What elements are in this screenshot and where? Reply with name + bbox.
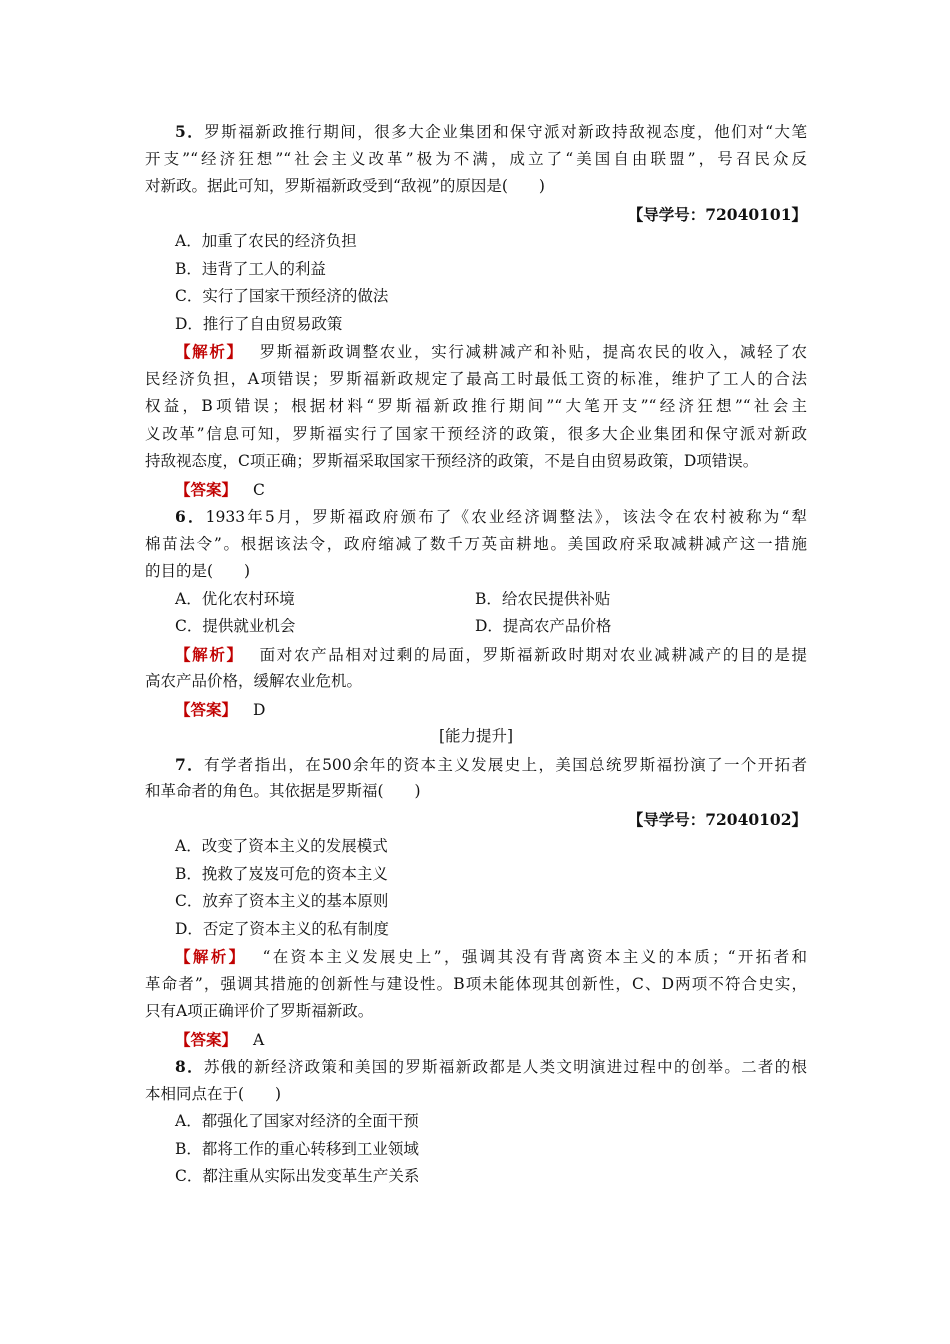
- q6-option-c: C．提供就业机会: [175, 617, 296, 635]
- q6-option-b: B．给农民提供补贴: [475, 589, 611, 608]
- q5-option-c: C．实行了国家干预经济的做法: [175, 287, 389, 305]
- analysis-label: 【解析】: [175, 342, 244, 361]
- analysis-label: 【解析】: [175, 644, 244, 664]
- q6-answer: [145, 696, 807, 724]
- q5-answer: [145, 476, 807, 504]
- q5-analysis-line-1: 【解析】 罗斯福新政调整农业，实行减耕减产和补贴，提高农民的收入，减轻了农: [175, 342, 807, 361]
- q6-stem-line-3: 的目的是( ): [145, 562, 251, 580]
- q6-stem-line-1: 6．1933年5月，罗斯福政府颁布了《农业经济调整法》，该法令在农村被称为“犁: [175, 507, 807, 526]
- q7-option-a: A．改变了资本主义的发展模式: [175, 837, 388, 855]
- q5-analysis-line-2: 民经济负担，A项错误；罗斯福新政规定了最高工时最低工资的标准，维护了工人的合法: [145, 369, 807, 388]
- q7-answer: [145, 1026, 807, 1054]
- q6-option-a: A．优化农村环境: [175, 589, 295, 608]
- q5-analysis-line-5: 持敌视态度，C项正确；罗斯福采取国家干预经济的政策，不是自由贸易政策，D项错误。: [145, 452, 759, 470]
- answer-label: 【答案】: [175, 479, 238, 499]
- q5-analysis-line-3: 权益，B项错误；根据材料“罗斯福新政推行期间”“大笔开支”“经济狂想”“社会主: [145, 397, 807, 415]
- q8-stem-line-1: 8．苏俄的新经济政策和美国的罗斯福新政都是人类文明演进过程中的创举。二者的根: [175, 1057, 807, 1076]
- q8-number: 8．: [175, 1057, 204, 1076]
- q5-option-a: A．加重了农民的经济负担: [175, 232, 357, 250]
- q7-option-b: B．挽救了岌岌可危的资本主义: [175, 864, 388, 883]
- analysis-label: 【解析】: [175, 947, 247, 966]
- q5-stem-line-3: 对新政。据此可知，罗斯福新政受到“敌视”的原因是( ): [145, 177, 545, 195]
- q5-stem-line-1: 5．罗斯福新政推行期间，很多大企业集团和保守派对新政持敌视态度，他们对“大笔: [175, 122, 807, 141]
- q7-option-d: D．否定了资本主义的私有制度: [175, 919, 389, 938]
- q6-analysis-line-2: 高农产品价格，缓解农业危机。: [145, 672, 363, 690]
- q7-stem-line-1: 7．有学者指出，在500余年的资本主义发展史上，美国总统罗斯福扮演了一个开拓者: [175, 754, 807, 774]
- q5-option-b: B．违背了工人的利益: [175, 259, 326, 278]
- q7-analysis-line-3: 只有A项正确评价了罗斯福新政。: [145, 1002, 374, 1020]
- section-title: [能力提升]: [438, 727, 514, 745]
- q5-guide-number: 【导学号：72040101】: [627, 204, 807, 224]
- q7-guide-number: 【导学号：72040102】: [627, 809, 807, 829]
- q7-number: 7．: [175, 754, 205, 774]
- q6-stem-line-2: 棉苗法令”。根据该法令，政府缩减了数千万英亩耕地。美国政府采取减耕减产这一措施: [145, 534, 807, 553]
- q8-option-a: A．都强化了国家对经济的全面干预: [175, 1112, 419, 1130]
- q5-answer-value: C: [253, 480, 265, 499]
- q7-analysis-line-2: 革命者”，强调其措施的创新性与建设性。B项未能体现其创新性，C、D两项不符合史实，: [145, 974, 807, 993]
- q6-answer-value: D: [253, 700, 266, 719]
- q5-number: 5．: [175, 122, 205, 141]
- q6-number: 6．: [175, 507, 206, 526]
- answer-label: 【答案】: [175, 1029, 238, 1049]
- answer-label: 【答案】: [175, 699, 238, 719]
- q7-option-c: C．放弃了资本主义的基本原则: [175, 892, 389, 910]
- q6-options-row-2: [145, 613, 807, 641]
- question-content: [145, 118, 807, 1191]
- q7-analysis-line-1: 【解析】 “在资本主义发展史上”，强调其没有背离资本主义的本质；“开拓者和: [175, 947, 807, 966]
- q5-analysis-line-4: 义改革”信息可知，罗斯福实行了国家干预经济的政策，很多大企业集团和保守派对新政: [145, 424, 807, 443]
- q7-stem-line-2: 和革命者的角色。其依据是罗斯福( ): [145, 782, 421, 800]
- q5-option-d: D．推行了自由贸易政策: [175, 314, 343, 333]
- q7-answer-value: A: [253, 1030, 265, 1049]
- q8-stem-line-2: 本相同点在于( ): [145, 1084, 282, 1103]
- q6-options-row-1: [145, 586, 807, 614]
- q8-option-b: B．都将工作的重心转移到工业领域: [175, 1139, 419, 1158]
- q8-option-c: C．都注重从实际出发变革生产关系: [175, 1167, 420, 1185]
- q6-option-d: D．提高农产品价格: [475, 617, 612, 635]
- q6-analysis-line-1: 【解析】 面对农产品相对过剩的局面，罗斯福新政时期对农业减耕减产的目的是提: [175, 644, 807, 664]
- q5-stem-line-2: 开支”“经济狂想”“社会主义改革”极为不满，成立了“美国自由联盟”，号召民众反: [145, 149, 807, 168]
